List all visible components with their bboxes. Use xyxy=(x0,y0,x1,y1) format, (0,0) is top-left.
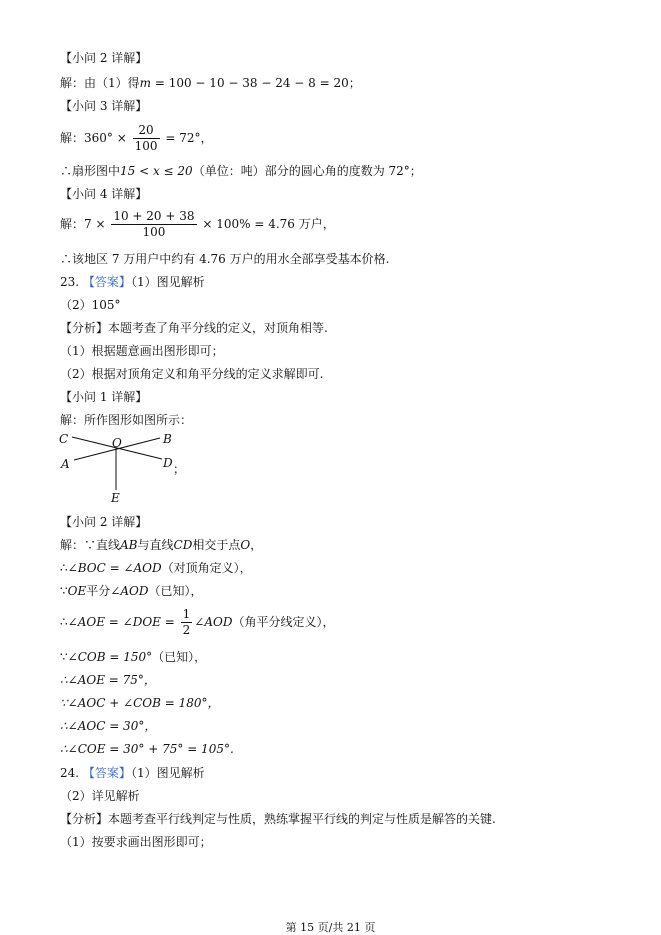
p23-line-5 xyxy=(60,649,206,665)
p23-line-1-prefix: 解：∵直线 xyxy=(60,538,121,552)
p23-line-8: ∴∠AOC = 30°， xyxy=(60,719,157,733)
p23-number: 23. xyxy=(60,275,80,289)
q3-conclusion-text: （单位：吨）部分的圆心角的度数为 72°； xyxy=(192,164,422,178)
p23-answer-tag: 【答案】 xyxy=(82,275,131,289)
q3-conclusion xyxy=(60,163,422,179)
label-e: E xyxy=(111,491,120,505)
q3-solution xyxy=(60,122,212,154)
p23-line-2-prefix: ∴ xyxy=(60,561,68,575)
p23-line-2 xyxy=(60,560,252,576)
p23-line-2-note: （对顶角定义）， xyxy=(161,561,252,575)
label-c: C xyxy=(59,432,69,446)
p23-line-3-mid: 平分 xyxy=(86,584,111,598)
intersecting-lines-figure xyxy=(56,428,186,506)
p23-line-9: ∴∠COE = 30° + 75° = 105°. xyxy=(60,742,234,756)
q3-fraction-numerator: 20 xyxy=(133,123,160,139)
ray-oe-label: OE xyxy=(67,584,87,598)
p23-analysis xyxy=(60,320,328,336)
line-cd-label: CD xyxy=(173,538,193,552)
p23-line-2-equation: ∠BOC = ∠AOD xyxy=(67,561,162,575)
figure-trailing-punct: ； xyxy=(173,462,186,476)
p23-answer-line xyxy=(60,274,205,290)
p23-line-1-mid2: 相交于点 xyxy=(192,538,241,552)
p24-answer-line xyxy=(60,765,205,781)
p23-line-3-note: （已知）， xyxy=(148,584,203,598)
p24-number: 24. xyxy=(60,766,80,780)
p23-line-3-angle: ∠AOD xyxy=(110,584,149,598)
q2-end: ； xyxy=(348,76,361,90)
q4-solution-prefix: 解：7 × xyxy=(60,217,106,231)
q4-solution xyxy=(60,208,335,240)
p23-answer-1: （1）图见解析 xyxy=(130,275,205,289)
p23-step-1: （1）根据题意画出图形即可； xyxy=(60,344,224,358)
p23-q1-header: 【小问 1 详解】 xyxy=(60,390,148,404)
q4-solution-result: × 100% = 4.76 万户， xyxy=(202,217,335,231)
p23-line-4-angle: ∠AOD xyxy=(194,615,233,629)
p24-step-1: （1）按要求画出图形即可； xyxy=(60,835,212,849)
p23-line-4-prefix: ∴ xyxy=(60,615,68,629)
p24-analysis-tag: 【分析】 xyxy=(60,812,109,826)
line-ab-label: AB xyxy=(120,538,138,552)
q2-variable: m xyxy=(139,76,152,90)
p24-analysis xyxy=(60,811,496,827)
point-o-label: O xyxy=(240,538,251,552)
q3-solution-result: = 72°， xyxy=(165,131,213,145)
p23-analysis-text: 本题考查了角平分线的定义，对顶角相等. xyxy=(108,321,328,335)
label-d: D xyxy=(163,456,173,470)
p23-line-7: ∵∠AOC + ∠COB = 180°， xyxy=(60,696,220,710)
q2-solution xyxy=(60,75,361,91)
p23-line-3 xyxy=(60,583,202,599)
p23-line-6: ∴∠AOE = 75°， xyxy=(60,673,156,687)
p23-q1-solution: 解：所作图形如图所示： xyxy=(60,413,193,427)
p23-line-1-mid: 与直线 xyxy=(137,538,174,552)
p23-line-5-equation: ∠COB = 150° xyxy=(67,650,153,664)
q2-header: 【小问 2 详解】 xyxy=(60,51,148,65)
p23-analysis-tag: 【分析】 xyxy=(60,321,109,335)
p23-line-3-prefix: ∵ xyxy=(60,584,68,598)
p23-line-5-prefix: ∵ xyxy=(60,650,68,664)
q4-conclusion: ∴该地区 7 万用户中约有 4.76 万户的用水全部享受基本价格. xyxy=(60,252,390,266)
p24-analysis-text: 本题考查平行线判定与性质，熟练掌握平行线的判定与性质是解答的关键. xyxy=(108,812,496,826)
p23-answer-2: （2）105° xyxy=(60,298,121,312)
label-o: O xyxy=(112,436,122,450)
q3-header: 【小问 3 详解】 xyxy=(60,99,148,113)
q3-conclusion-prefix: ∴扇形图中 xyxy=(60,164,121,178)
p23-q2-header: 【小问 2 详解】 xyxy=(60,515,148,529)
p24-answer-1: （1）图见解析 xyxy=(130,766,205,780)
q4-fraction-numerator: 10 + 20 + 38 xyxy=(113,209,195,223)
p23-line-4 xyxy=(60,606,334,638)
p23-line-5-note: （已知）， xyxy=(152,650,207,664)
q4-fraction-denominator: 100 xyxy=(142,225,166,239)
q4-fraction xyxy=(111,209,196,240)
q4-header: 【小问 4 详解】 xyxy=(60,187,148,201)
p24-answer-2: （2）详见解析 xyxy=(60,789,140,803)
q3-conclusion-range: 15 < x ≤ 20 xyxy=(120,164,193,178)
q2-equation: = 100 − 10 − 38 − 24 − 8 = 20 xyxy=(151,76,349,90)
q3-fraction xyxy=(133,123,160,154)
q3-fraction-denominator: 100 xyxy=(134,139,158,153)
p23-line-4-equation: ∠AOE = ∠DOE = xyxy=(67,615,175,629)
page-footer: 第 15 页/共 21 页 xyxy=(285,921,376,934)
q3-solution-prefix: 解：360° × xyxy=(60,131,127,145)
q2-solution-prefix: 解：由（1）得 xyxy=(60,76,140,90)
p23-line-1-end: ， xyxy=(250,538,263,552)
label-b: B xyxy=(163,432,172,446)
label-a: A xyxy=(61,457,70,471)
p23-line-1 xyxy=(60,537,262,553)
half-numerator: 1 xyxy=(182,607,191,621)
half-denominator: 2 xyxy=(182,623,191,637)
half-fraction xyxy=(181,607,193,638)
p23-line-4-note: （角平分线定义）， xyxy=(232,615,335,629)
p24-answer-tag: 【答案】 xyxy=(82,766,131,780)
p23-step-2: （2）根据对顶角定义和角平分线的定义求解即可. xyxy=(60,367,324,381)
